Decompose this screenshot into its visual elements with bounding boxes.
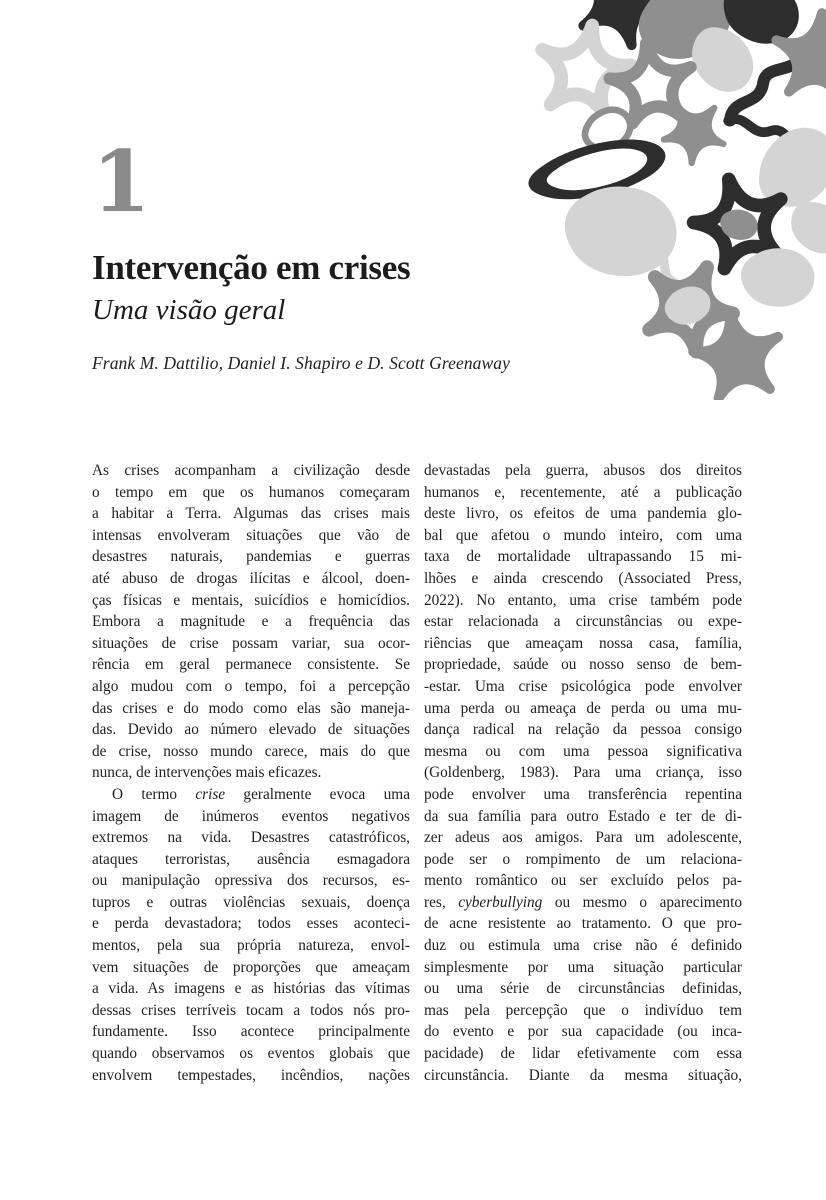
text-line: extremos na vida. Desastres catastróficos, [92,829,410,847]
text-line: lhões e ainda crescendo (Associated Press, [424,569,742,587]
text-line: pacidade) de lidar efetivamente com essa [424,1045,742,1063]
text-line: riências que ameaçam nossa casa, família, [424,634,742,652]
text-line: desastres naturais, pandemias e guerras [92,548,410,566]
text-line: das crises e do modo como elas são maneja- [92,699,410,717]
text-line: Embora a magnitude e a frequência das [92,613,410,631]
column-right [424,462,742,1088]
text-line: bal que afetou o mundo inteiro, com uma [424,526,742,544]
text-line: nunca, de intervenções mais eficazes. [92,764,322,782]
text-line: o tempo em que os humanos começaram [92,483,410,501]
text-line: do evento e por sua capacidade (ou inca- [424,1023,742,1041]
text-line: dessas crises terríveis tocam a todos nós pro- [92,1001,410,1019]
text-line: duz ou estimula uma crise não é definido [424,937,742,955]
text-line: -estar. Uma crise psicológica pode envolver [424,677,742,695]
text-line: de crise, nosso mundo carece, mais do que [92,742,410,760]
text-line: ataques terroristas, ausência esmagadora [92,850,410,868]
text-line: ou uma série de circunstâncias definidas, [424,980,742,998]
text-line: tupros e outras violências sexuais, doença [92,893,410,911]
page-subtitle: Uma visão geral [92,294,286,326]
text-line: devastadas pela guerra, abusos dos direitos [424,462,742,479]
text-line: pode envolver uma transferência repentina [424,785,742,803]
text-line: 2022). No entanto, uma crise também pode [424,591,742,609]
text-line: ou manipulação opressiva dos recursos, es- [92,872,410,890]
text-line: pode ser o rompimento de um relaciona- [424,850,742,868]
text-line: imagem de inúmeros eventos negativos [92,807,410,825]
text-line: da sua família para outro Estado e ter de di- [424,807,742,825]
text-line: a vida. As imagens e as histórias das vítimas [92,980,410,998]
text-line: algo mudou com o tempo, foi a percepção [92,677,410,695]
column-left [92,462,410,1088]
text-line: envolvem tempestades, incêndios, nações [92,1066,410,1084]
text-line: até abuso de drogas ilícitas e álcool, doen- [92,569,410,587]
text-line: (Goldenberg, 1983). Para uma criança, isso [424,764,742,782]
text-line: mentos, pela sua própria natureza, envol- [92,937,410,955]
text-line: estar relacionada a circunstâncias ou expe- [424,613,742,631]
authors-line: Frank M. Dattilio, Daniel I. Shapiro e D. Scott Greenaway [92,353,511,373]
text-line: simplesmente por uma situação particular [424,958,742,976]
text-line: intensas envolveram situações que vão de [92,526,410,544]
text-line: O termo crise geralmente evoca uma [112,785,410,803]
text-line: rência em geral permanece consistente. Se [92,656,410,674]
text-line: res, cyberbullying ou mesmo o aparecimento [424,893,742,911]
text-line: circunstância. Diante da mesma situação, [424,1066,742,1084]
text-line: vem situações de proporções que ameaçam [92,958,410,976]
chapter-number: 1 [92,132,151,231]
text-line: mento romântico ou ser excluído pelos pa- [424,872,742,890]
text-line: dança radical na relação da pessoa consigo [424,721,742,739]
text-line: As crises acompanham a civilização desde [92,462,410,479]
text-line: ças físicas e mentais, suicídios e homicídios. [92,591,410,609]
text-line: mas pela percepção que o indivíduo tem [424,1001,742,1019]
text-line: humanos e, recentemente, até a publicação [424,483,742,501]
text-line: deste livro, os efeitos de uma pandemia glo- [424,505,742,523]
text-line: e perda devastadora; todos esses aconteci- [92,915,410,933]
body-columns [92,462,742,1088]
text-line: das. Devido ao número elevado de situações [92,721,410,739]
text-line: taxa de mortalidade ultrapassando 15 mi- [424,548,742,566]
camouflage-artwork [526,0,826,400]
text-line: fundamente. Isso acontece principalmente [92,1023,410,1041]
text-line: situações de crise possam variar, sua ocor- [92,634,410,652]
text-line: de acne resistente ao tratamento. O que pro- [424,915,742,933]
text-line: mesma ou com uma pessoa significativa [424,742,742,760]
text-line: propriedade, saúde ou nosso senso de bem- [424,656,742,674]
page-title: Intervenção em crises [92,248,411,287]
text-line: zer adeus aos amigos. Para um adolescente, [424,829,742,847]
text-line: quando observamos os eventos globais que [92,1045,410,1063]
text-line: uma perda ou ameaça de perda ou uma mu- [424,699,742,717]
text-line: a habitar a Terra. Algumas das crises mais [92,505,410,523]
